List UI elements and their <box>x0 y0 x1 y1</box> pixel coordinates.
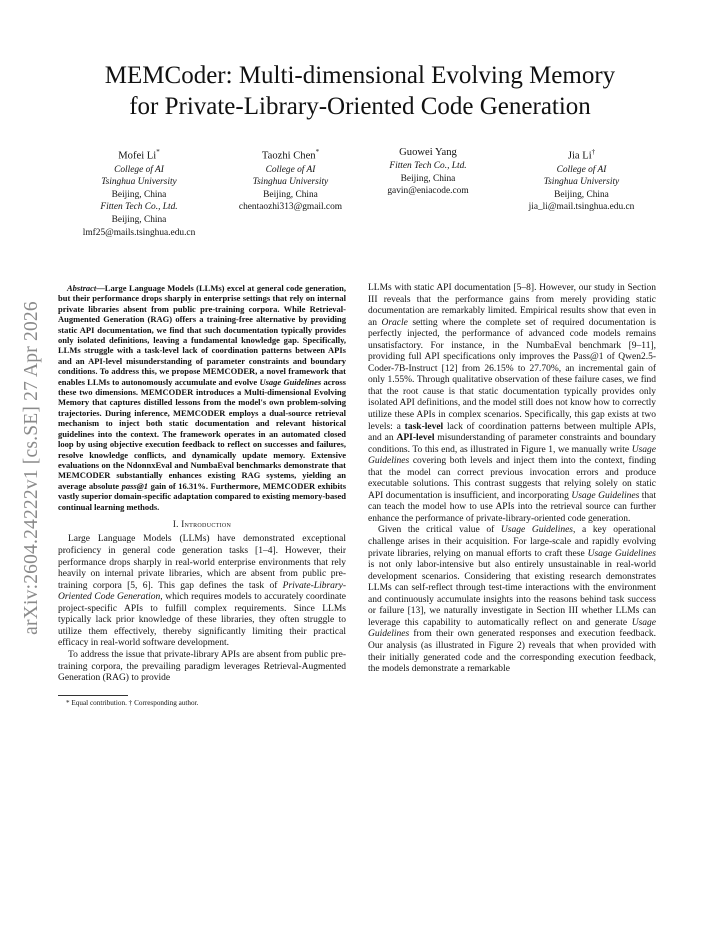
author-1 <box>60 145 218 239</box>
author-mark: * <box>156 148 160 156</box>
intro-paragraph-1: Large Language Models (LLMs) have demonstrated exceptional proficiency in general code generation tasks [1–4]. However, their performance drops sharply in real-world enterprise environments that rely heavily on internal private libraries, which are absent from public pre-training corpora [5, 6]. This gap defines the task of Private-Library-Oriented Code Generation, which requires models to accurately coordinate project-specific APIs to fulfill complex requirements. Since LLMs typically lack prior knowledge of these libraries, they often struggle to utilize them effectively, thereby significantly limiting their practical efficacy in real-world software development. <box>58 534 347 649</box>
author-affiliation: College of AI <box>114 164 164 175</box>
footnote-divider <box>58 695 128 696</box>
author-email: gavin@eniacode.com <box>387 186 469 197</box>
author-location: Beijing, China <box>400 173 456 184</box>
author-block <box>60 145 670 239</box>
intro-paragraph-2: To address the issue that private-library APIs are absent from public pre-training corpora, the prevailing paradigm leverages Retrieval-Augmented Generation (RAG) to provide <box>58 649 346 684</box>
author-3 <box>363 145 493 239</box>
author-affiliation: College of AI <box>556 164 607 175</box>
author-email: chentaozhi313@gmail.com <box>238 202 343 213</box>
left-column <box>58 283 346 708</box>
author-affiliation: College of AI <box>265 164 316 175</box>
paper-title <box>40 60 680 122</box>
author-location: Beijing, China <box>111 189 167 200</box>
abstract-label: Abstract <box>67 283 97 293</box>
author-2 <box>218 145 363 239</box>
author-affiliation: Tsinghua University <box>543 177 620 188</box>
author-affiliation: Fitten Tech Co., Ltd. <box>100 202 178 213</box>
paper-title-line-2: for Private-Library-Oriented Code Generation <box>129 93 591 120</box>
author-mark: † <box>591 148 596 156</box>
author-mark: * <box>315 148 320 156</box>
author-affiliation: Tsinghua University <box>101 177 177 188</box>
author-name: Taozhi Chen <box>261 150 316 162</box>
section-heading-introduction: I. Introduction <box>172 518 232 529</box>
author-affiliation: Tsinghua University <box>252 177 329 188</box>
author-name: Jia Li <box>567 150 592 162</box>
author-email: jia_li@mail.tsinghua.edu.cn <box>528 202 635 213</box>
arxiv-identifier-text: arXiv:2604.24222v1 [cs.SE] 27 Apr 2026 <box>21 301 42 635</box>
author-email: lmf25@mails.tsinghua.edu.cn <box>82 227 196 238</box>
intro-paragraph-2-continued: LLMs with static API documentation [5–8]. However, our study in Section III reveals that the performance gains from merely providing static documentation are remarkably limited. Empirical results show that even in an Oracle setting where the complete set of required documentation is perfectly injected, the performance of advanced code models remains unsatisfactory. For instance, in the NumbaEval benchmark [9–11], providing full API specifications only improves the Pass@1 of Qwen2.5-Coder-7B-Instruct [12] from 26.15% to 27.70%, an incremental gain of only 1.55%. Through qualitative observation of these failure cases, we find that the root cause is that static documentation typically provides only isolated API definitions, and the model still does not know how to correctly utilize these APIs in complex scenarios. Specifically, this gap exists at two levels: a task-level lack of coordination patterns between multiple APIs, and an API-level misunderstanding of parameter constraints and boundary conditions. To this end, as illustrated in Figure 1, we manually write Usage Guidelines covering both levels and inject them into the context, finding that the model can correct previous invocation errors and produce executable solutions. This contrast suggests that relying solely on static API documentation is insufficient, and incorporating Usage Guidelines that can teach the model how to use APIs into the retrieval source can further enhance the performance of private-library-oriented code generation. <box>368 283 657 524</box>
right-column <box>368 283 656 676</box>
author-affiliation: Fitten Tech Co., Ltd. <box>389 161 467 171</box>
author-name: Mofei Li <box>118 150 157 162</box>
author-location: Beijing, China <box>554 189 609 200</box>
footnote: * Equal contribution. † Corresponding author. <box>66 698 199 707</box>
author-location: Beijing, China <box>263 189 318 200</box>
author-location: Beijing, China <box>111 214 167 225</box>
author-4 <box>493 145 670 239</box>
abstract: Abstract—Large Language Models (LLMs) excel at general code generation, but their performance drops sharply in enterprise settings that rely on internal private libraries absent from public pre-training corpora. While Retrieval-Augmented Generation (RAG) offers a training-free alternative by providing static API documentation, we find that such documentation typically provides only isolated definitions, leaving a fundamental knowledge gap. Specifically, LLMs struggle with a task-level lack of coordination patterns between APIs and an API-level misunderstanding of parameter constraints and boundary conditions. To address this, we propose MEMCODER, a novel framework that enables LLMs to autonomously accumulate and evolve Usage Guidelines across these two dimensions. MEMCODER introduces a Multi-dimensional Evolving Memory that captures distilled lessons from the model's own problem-solving trajectories. During inference, MEMCODER employs a dual-source retrieval mechanism to inject both static documentation and relevant historical guidelines into the context. The framework operates in an automated closed loop by using objective execution feedback to reflect on successes and failures, resolve knowledge conflicts, and dynamically update memory. Extensive evaluations on the NdonnxEval and NumbaEval benchmarks demonstrate that MEMCODER substantially enhances existing RAG systems, yielding an average absolute pass@1 gain of 16.31%. Furthermore, MEMCODER exhibits vastly superior domain-specific adaptation compared to existing memory-based continual learning methods. <box>58 283 346 512</box>
arxiv-identifier-stamp <box>10 258 54 678</box>
author-name: Guowei Yang <box>399 147 457 158</box>
intro-paragraph-3: Given the critical value of Usage Guidelines, a key operational challenge arises in their acquisition. For large-scale and rapidly evolving private libraries, relying on manual efforts to craft these Usage Guidelines is not only labor-intensive but also entirely unsustainable in real-world development scenarios. Considering that existing research demonstrates LLMs can self-reflect through test-time interactions with the environment and continuously accumulate insights into the reasons behind task success or failure [13], we naturally investigate in Section III whether LLMs can leverage this capability to automatically reflect on and generate Usage Guidelines from their own generated responses and execution feedback. Our analysis (as illustrated in Figure 2) reveals that when provided with their initially generated code and the corresponding execution feedback, the models demonstrate a remarkable <box>368 525 656 675</box>
paper-title-line-1: MEMCoder: Multi-dimensional Evolving Memory <box>104 62 616 89</box>
